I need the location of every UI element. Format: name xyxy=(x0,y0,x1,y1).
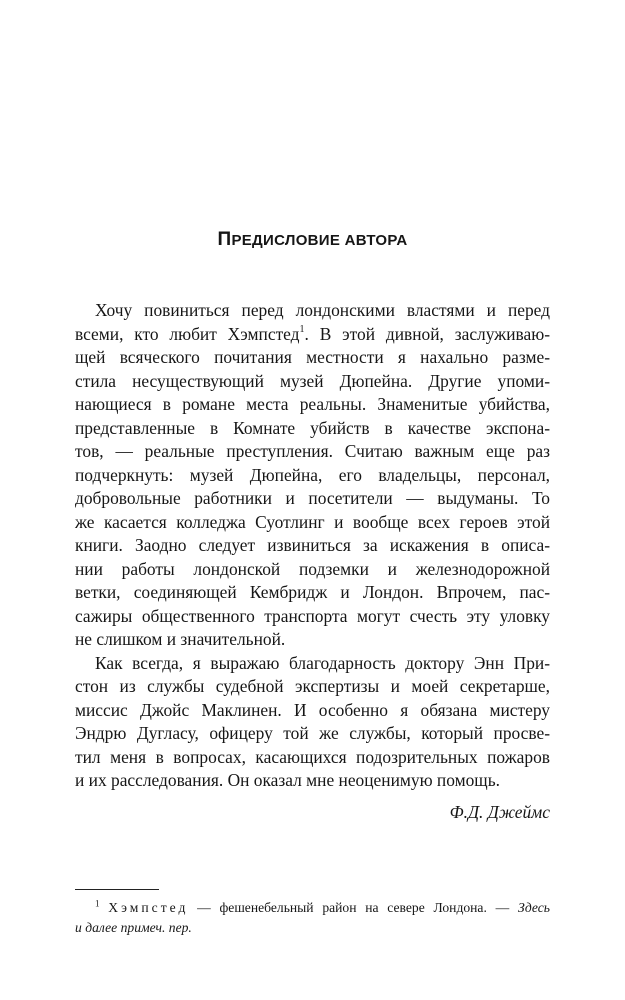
text-line: щей всяческого почитания местности я нахально разме- xyxy=(75,347,550,367)
text-line: нии работы лондонской подземки и железнодорожной xyxy=(75,558,550,579)
text-line: книги. Заодно следует извиниться за искажения в описа- xyxy=(75,535,550,555)
footnote-italic: и далее примеч. пер. xyxy=(75,919,192,935)
page-heading xyxy=(0,229,625,251)
text-line: стон из службы судебной экспертизы и моей секретарше, xyxy=(75,676,550,696)
text-line: Как всегда, я выражаю благодарность доктору Энн При- xyxy=(95,652,550,673)
footnote-text: — фешенебельный район на севере Лондона. — xyxy=(188,900,518,915)
text-line: добровольные работники и посетители — выдуманы. То xyxy=(75,488,550,508)
text-line: представленные в Комнате убийств в качестве экспона- xyxy=(75,417,550,438)
text-line: ветки, соединяющей Кембридж и Лондон. Впрочем, пас- xyxy=(75,582,550,602)
footnote-italic: Здесь xyxy=(517,900,550,915)
text-line: сажиры общественного транспорта могут счесть эту уловку xyxy=(75,605,550,626)
text-line xyxy=(75,323,550,347)
author-signature: Ф.Д. Джеймс xyxy=(449,802,550,822)
text-line: стила несуществующий музей Дюпейна. Другие упоми- xyxy=(75,370,550,391)
heading-rest: РЕДИСЛОВИЕ АВТОРА xyxy=(231,232,408,249)
text-line: Хочу повиниться перед лондонскими властями и перед xyxy=(95,300,550,320)
text-segment: всеми, кто любит Хэмпстед xyxy=(75,323,300,344)
footnote-marker: 1 xyxy=(299,323,305,335)
text-line: тов, — реальные преступления. Считаю важным еще раз xyxy=(75,441,550,461)
footnote-term: Хэмпстед xyxy=(108,900,189,915)
footnote-line xyxy=(75,918,550,938)
text-line: миссис Джойс Маклинен. И особенно я обязана мистеру xyxy=(75,699,550,720)
footnote xyxy=(75,898,550,937)
preface-body xyxy=(75,299,550,793)
text-line: и их расследования. Он оказал мне неоценимую помощь. xyxy=(75,770,500,790)
footnote-number: 1 xyxy=(95,898,100,909)
heading-initial: П xyxy=(217,229,232,250)
text-line: не слишком и значительной. xyxy=(75,629,286,649)
text-segment: . В этой xyxy=(304,323,375,344)
text-line: подчеркнуть: музей Дюпейна, его владельцы, персонал, xyxy=(75,464,550,485)
text-segment: дивной, заслуживаю- xyxy=(385,323,550,344)
footnote-line xyxy=(75,898,550,918)
text-line: Эндрю Дугласу, офицеру той же службы, который просве- xyxy=(75,723,550,743)
text-line: же касается колледжа Суотлинг и вообще всех героев этой xyxy=(75,511,550,532)
text-line: нающиеся в романе места реальны. Знаменитые убийства, xyxy=(75,394,550,414)
text-line: тил меня в вопросах, касающихся подозрительных пожаров xyxy=(75,746,550,767)
footnote-divider xyxy=(75,889,159,890)
